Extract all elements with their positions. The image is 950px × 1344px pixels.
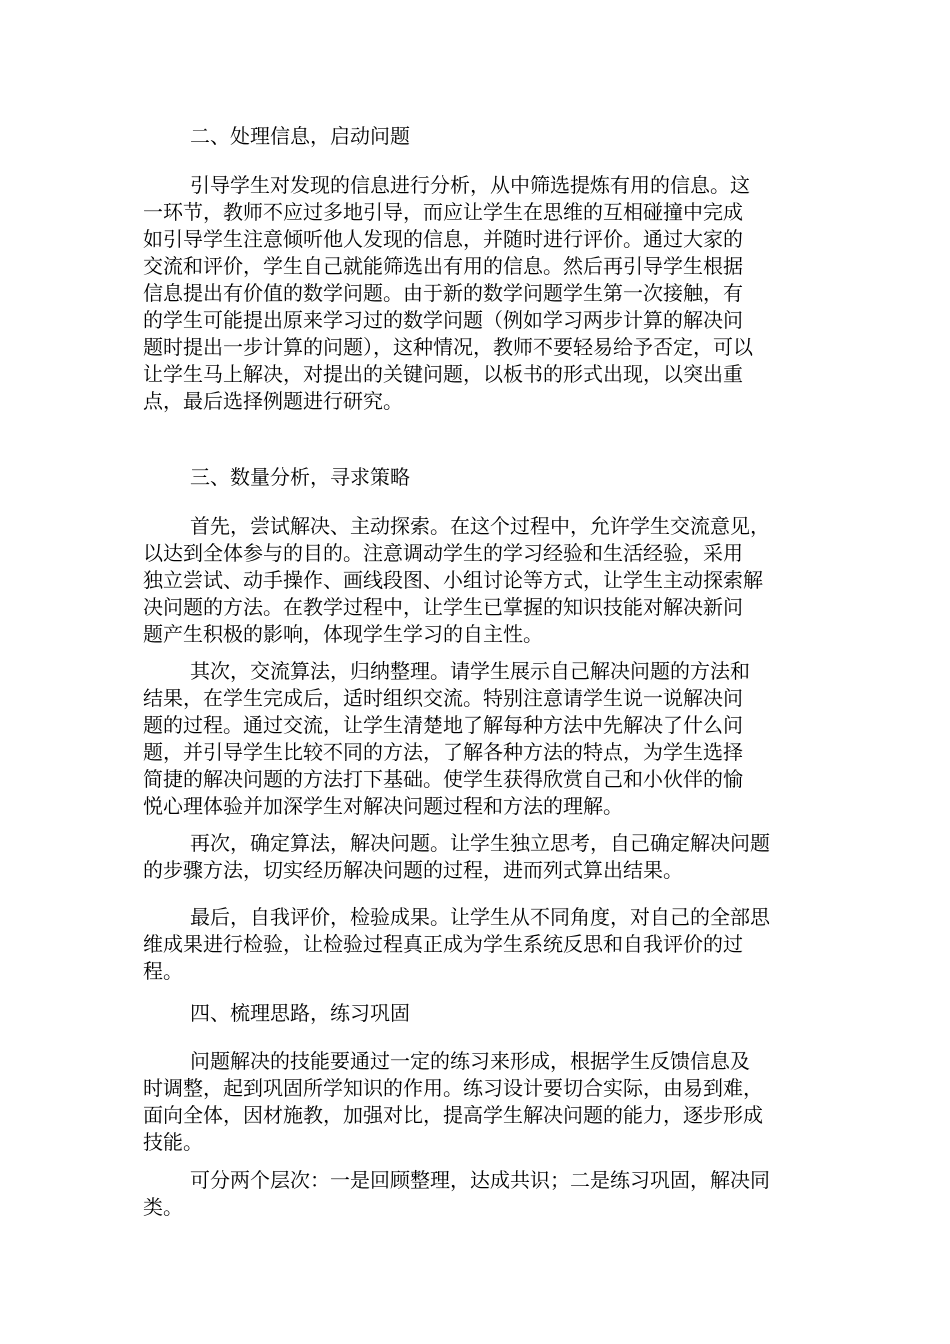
text-line: 其次，交流算法，归纳整理。请学生展示自己解决问题的方法和 [190, 659, 750, 683]
text-line: 维成果进行检验，让检验过程真正成为学生系统反思和自我评价的过 [143, 932, 743, 956]
text-line: 如引导学生注意倾听他人发现的信息，并随时进行评价。通过大家的 [143, 227, 743, 251]
paragraph-3-3 [143, 830, 808, 884]
text-line: 的学生可能提出原来学习过的数学问题（例如学习两步计算的解决问 [143, 308, 743, 332]
text-line: 题时提出一步计算的问题），这种情况，教师不要轻易给予否定，可以 [143, 335, 753, 359]
text-line: 让学生马上解决，对提出的关键问题，以板书的形式出现，以突出重 [143, 362, 743, 386]
text-line: 独立尝试、动手操作、画线段图、小组讨论等方式，让学生主动探索解 [143, 568, 763, 592]
text-line: 可分两个层次：一是回顾整理，达成共识；二是练习巩固，解决同 [190, 1168, 770, 1192]
text-line: 再次，确定算法，解决问题。让学生独立思考，自己确定解决问题 [190, 831, 770, 855]
text-line: 问题解决的技能要通过一定的练习来形成，根据学生反馈信息及 [190, 1049, 750, 1073]
text-line: 简捷的解决问题的方法打下基础。使学生获得欣赏自己和小伙伴的愉 [143, 767, 743, 791]
text-line: 首先，尝试解决、主动探索。在这个过程中，允许学生交流意见， [190, 514, 770, 538]
text-line: 交流和评价，学生自己就能筛选出有用的信息。然后再引导学生根据 [143, 254, 743, 278]
text-line: 点，最后选择例题进行研究。 [143, 389, 403, 413]
heading-text: 四、梳理思路，练习巩固 [190, 1001, 410, 1025]
section-heading-4 [143, 1000, 855, 1027]
heading-text: 三、数量分析，寻求策略 [190, 465, 410, 489]
paragraph-3-2 [143, 658, 808, 820]
text-line: 面向全体，因材施教，加强对比，提高学生解决问题的能力，逐步形成 [143, 1103, 763, 1127]
text-line: 题的过程。通过交流，让学生清楚地了解每种方法中先解决了什么问 [143, 713, 743, 737]
text-line: 最后，自我评价，检验成果。让学生从不同角度，对自己的全部思 [190, 905, 770, 929]
text-line: 题产生积极的影响，体现学生学习的自主性。 [143, 622, 543, 646]
paragraph-2-1 [143, 172, 808, 415]
text-line: 的步骤方法，切实经历解决问题的过程，进而列式算出结果。 [143, 858, 683, 882]
section-heading-3 [143, 464, 855, 491]
text-line: 题，并引导学生比较不同的方法，了解各种方法的特点，为学生选择 [143, 740, 743, 764]
heading-text: 二、处理信息，启动问题 [190, 124, 410, 148]
text-line: 时调整，起到巩固所学知识的作用。练习设计要切合实际，由易到难， [143, 1076, 763, 1100]
paragraph-4-1 [143, 1048, 808, 1156]
text-line: 悦心理体验并加深学生对解决问题过程和方法的理解。 [143, 794, 623, 818]
text-line: 结果，在学生完成后，适时组织交流。特别注意请学生说一说解决问 [143, 686, 743, 710]
text-line: 引导学生对发现的信息进行分析，从中筛选提炼有用的信息。这 [190, 173, 750, 197]
paragraph-3-4 [143, 904, 808, 985]
section-heading-2 [143, 123, 855, 150]
paragraph-3-1 [143, 513, 808, 648]
text-line: 一环节，教师不应过多地引导，而应让学生在思维的互相碰撞中完成 [143, 200, 743, 224]
text-line: 以达到全体参与的目的。注意调动学生的学习经验和生活经验，采用 [143, 541, 743, 565]
paragraph-4-2 [143, 1167, 808, 1221]
text-line: 决问题的方法。在教学过程中，让学生已掌握的知识技能对解决新问 [143, 595, 743, 619]
text-line: 类。 [143, 1195, 183, 1219]
text-line: 技能。 [143, 1130, 203, 1154]
text-line: 程。 [143, 959, 183, 983]
text-line: 信息提出有价值的数学问题。由于新的数学问题学生第一次接触，有 [143, 281, 743, 305]
